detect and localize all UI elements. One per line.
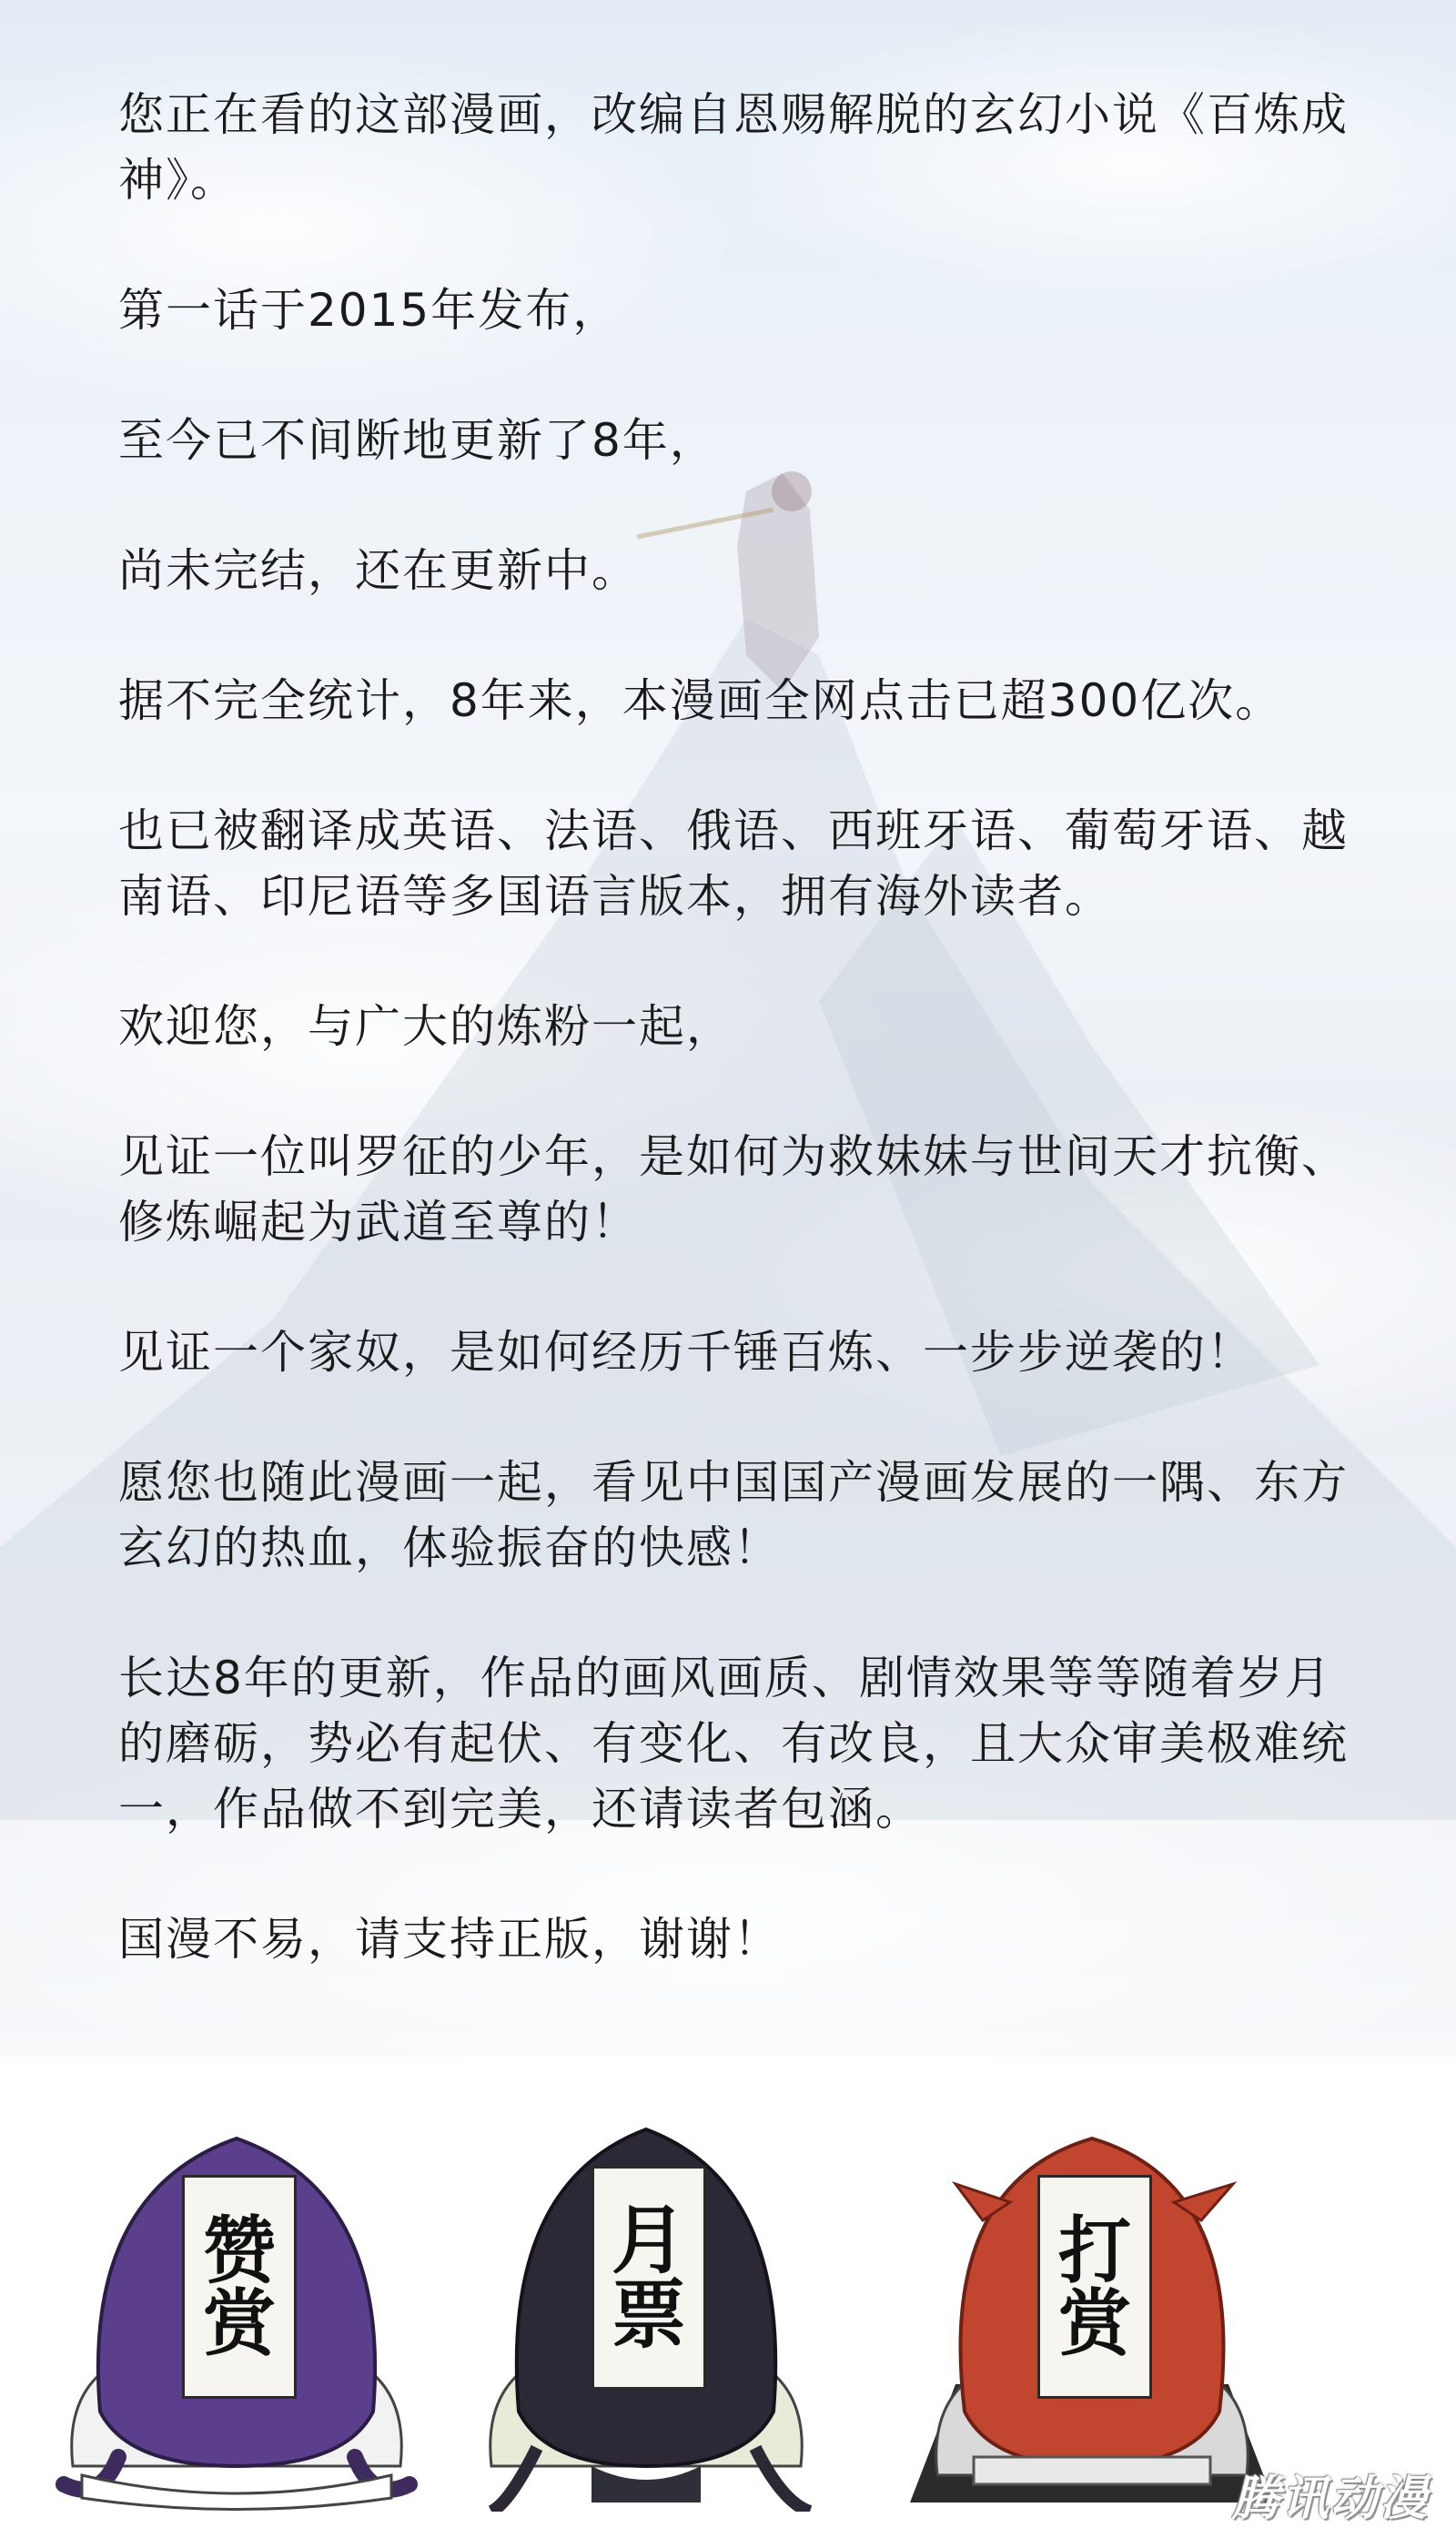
tag-tip-reward xyxy=(1037,2175,1152,2399)
paragraph-welcome: 欢迎您，与广大的炼粉一起， xyxy=(118,1000,733,1053)
chibi-monthly-ticket[interactable] xyxy=(455,2084,837,2512)
tag-char: 打 xyxy=(1058,2208,1131,2293)
paragraph-update-years: 至今已不间断地更新了8年， xyxy=(118,414,717,467)
tag-monthly-ticket xyxy=(592,2166,706,2390)
paragraph-hope: 愿您也随此漫画一起，看见中国国产漫画发展的一隅、东方玄幻的热血，体验振奋的快感！ xyxy=(118,1456,1349,1574)
tag-char: 赞 xyxy=(203,2208,276,2293)
tencent-comic-watermark: 腾讯动漫 xyxy=(1231,2472,1429,2526)
paragraph-ongoing: 尚未完结，还在更新中。 xyxy=(118,544,639,597)
tag-like-reward xyxy=(182,2175,297,2399)
chibi-tip-reward[interactable] xyxy=(901,2084,1283,2512)
paragraph-witness-servant: 见证一个家奴，是如何经历千锤百炼、一步步逆袭的！ xyxy=(118,1326,1254,1379)
tag-char: 月 xyxy=(611,2197,686,2284)
chibi-like-reward[interactable] xyxy=(46,2084,428,2512)
paragraph-apology: 长达8年的更新，作品的画风画质、剧情效果等等随着岁月的磨砺，势必有起伏、有变化、有改良，且大众审美极难统一，作品做不到完美，还请读者包涵。 xyxy=(118,1652,1349,1835)
intro-text xyxy=(118,82,1356,2037)
paragraph-clicks: 据不完全统计，8年来，本漫画全网点击已超300亿次。 xyxy=(118,674,1283,727)
paragraph-translations: 也已被翻译成英语、法语、俄语、西班牙语、葡萄牙语、越南语、印尼语等多国语言版本，拥有海外读者。 xyxy=(118,804,1349,923)
support-banner xyxy=(0,2057,1456,2548)
paragraph-witness-boy: 见证一位叫罗征的少年，是如何为救妹妹与世间天才抗衡、修炼崛起为武道至尊的！ xyxy=(118,1130,1349,1249)
tag-char: 赏 xyxy=(1058,2280,1131,2366)
paragraph-first-release: 第一话于2015年发布， xyxy=(118,284,621,337)
tag-char: 票 xyxy=(611,2271,686,2359)
paragraph-support: 国漫不易，请支持正版，谢谢！ xyxy=(118,1913,781,1966)
tag-char: 赏 xyxy=(203,2280,276,2366)
paragraph-novel-source: 您正在看的这部漫画，改编自恩赐解脱的玄幻小说《百炼成神》。 xyxy=(118,88,1349,207)
